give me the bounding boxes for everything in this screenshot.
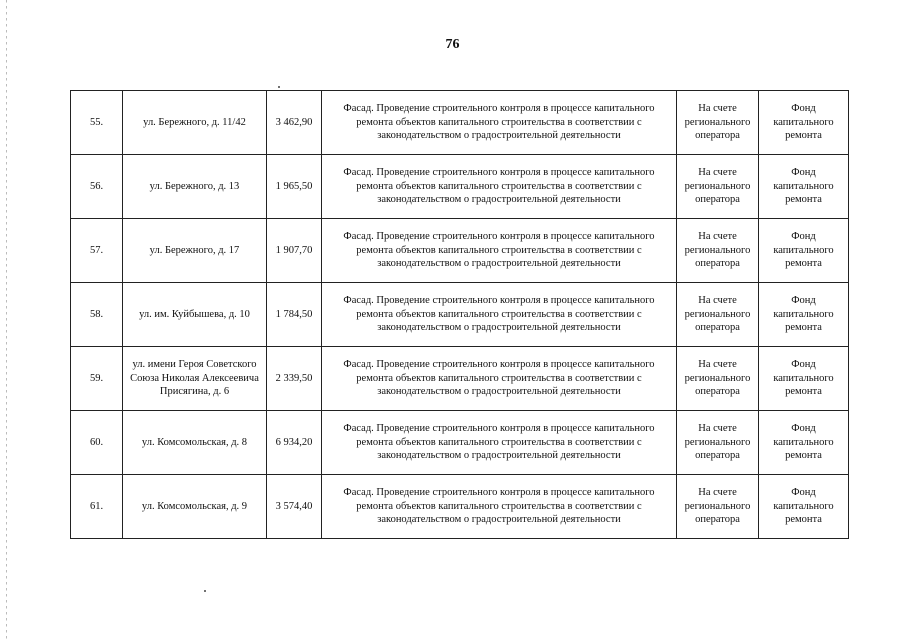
work-type-cell: Фасад. Проведение строительного контроля в процессе капитального ремонта объектов капитального строительства в соответствии с законодательством о градостроительной деятельности [322, 219, 677, 283]
address-cell: ул. имени Героя Советского Союза Николая Алексеевича Присягина, д. 6 [123, 347, 267, 411]
table-row [71, 155, 849, 219]
area-cell: 1 907,70 [267, 219, 322, 283]
area-cell: 3 574,40 [267, 475, 322, 539]
work-type-cell: Фасад. Проведение строительного контроля в процессе капитального ремонта объектов капитального строительства в соответствии с законодательством о градостроительной деятельности [322, 475, 677, 539]
address-cell: ул. Комсомольская, д. 9 [123, 475, 267, 539]
account-cell: На счете регионального оператора [677, 347, 759, 411]
funding-source-cell: Фонд капитального ремонта [759, 155, 849, 219]
area-cell: 2 339,50 [267, 347, 322, 411]
funding-source-cell: Фонд капитального ремонта [759, 283, 849, 347]
funding-source-cell: Фонд капитального ремонта [759, 411, 849, 475]
table-row [71, 475, 849, 539]
table-row [71, 347, 849, 411]
scan-speck [278, 86, 280, 88]
work-type-cell: Фасад. Проведение строительного контроля в процессе капитального ремонта объектов капитального строительства в соответствии с законодательством о градостроительной деятельности [322, 347, 677, 411]
funding-source-cell: Фонд капитального ремонта [759, 475, 849, 539]
area-cell: 6 934,20 [267, 411, 322, 475]
row-number: 56. [71, 155, 123, 219]
address-cell: ул. Бережного, д. 13 [123, 155, 267, 219]
work-type-cell: Фасад. Проведение строительного контроля в процессе капитального ремонта объектов капитального строительства в соответствии с законодательством о градостроительной деятельности [322, 155, 677, 219]
table-row [71, 411, 849, 475]
work-type-cell: Фасад. Проведение строительного контроля в процессе капитального ремонта объектов капитального строительства в соответствии с законодательством о градостроительной деятельности [322, 91, 677, 155]
row-number: 61. [71, 475, 123, 539]
row-number: 59. [71, 347, 123, 411]
work-type-cell: Фасад. Проведение строительного контроля в процессе капитального ремонта объектов капитального строительства в соответствии с законодательством о градостроительной деятельности [322, 283, 677, 347]
account-cell: На счете регионального оператора [677, 411, 759, 475]
funding-source-cell: Фонд капитального ремонта [759, 91, 849, 155]
scan-speck [204, 590, 206, 592]
address-cell: ул. Бережного, д. 11/42 [123, 91, 267, 155]
account-cell: На счете регионального оператора [677, 91, 759, 155]
address-cell: ул. Бережного, д. 17 [123, 219, 267, 283]
work-type-cell: Фасад. Проведение строительного контроля в процессе капитального ремонта объектов капитального строительства в соответствии с законодательством о градостроительной деятельности [322, 411, 677, 475]
row-number: 57. [71, 219, 123, 283]
address-cell: ул. им. Куйбышева, д. 10 [123, 283, 267, 347]
row-number: 60. [71, 411, 123, 475]
binding-margin [6, 0, 7, 640]
account-cell: На счете регионального оператора [677, 475, 759, 539]
funding-source-cell: Фонд капитального ремонта [759, 219, 849, 283]
row-number: 58. [71, 283, 123, 347]
account-cell: На счете регионального оператора [677, 155, 759, 219]
page-number: 76 [445, 37, 460, 52]
table-row [71, 219, 849, 283]
account-cell: На счете регионального оператора [677, 283, 759, 347]
address-cell: ул. Комсомольская, д. 8 [123, 411, 267, 475]
funding-source-cell: Фонд капитального ремонта [759, 347, 849, 411]
area-cell: 1 965,50 [267, 155, 322, 219]
account-cell: На счете регионального оператора [677, 219, 759, 283]
table-row [71, 91, 849, 155]
table-row [71, 283, 849, 347]
repair-table [70, 90, 849, 539]
area-cell: 3 462,90 [267, 91, 322, 155]
area-cell: 1 784,50 [267, 283, 322, 347]
row-number: 55. [71, 91, 123, 155]
